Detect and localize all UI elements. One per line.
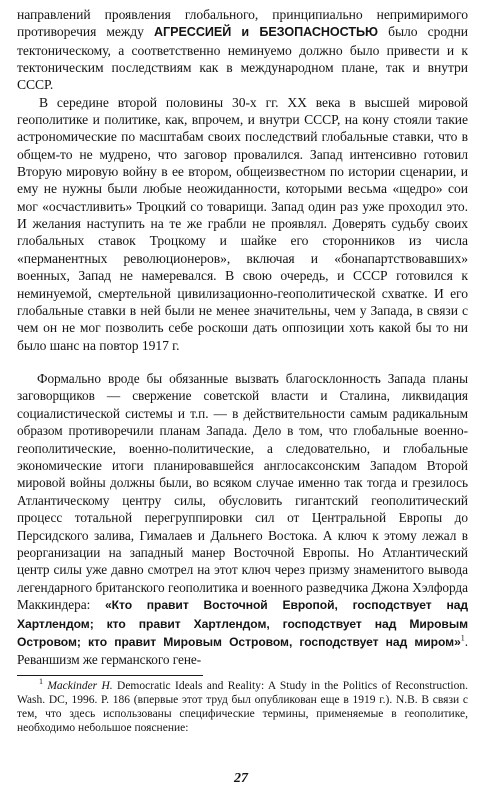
footnote-divider (17, 675, 203, 676)
footnote-reference[interactable]: 1 (460, 633, 465, 643)
footnote-marker: 1 (39, 676, 43, 686)
paragraph (17, 370, 468, 669)
paragraph-continuation (17, 6, 468, 94)
emphasis-text: АГРЕССИЕЙ и БЕЗОПАСНОСТЬЮ (153, 25, 378, 40)
footnote-author: Mackinder H. (47, 679, 113, 692)
mackinder-quote: «Кто правит Восточной Европой, господствует над Хартлендом; кто правит Хартлендом, господствует над Мировым Островом; кто правит Мировым Островом, господствует над миром» (17, 598, 469, 649)
paragraph-text: Формально вроде бы обязанные вызвать благосклонность Запада планы заговорщиков — свержение советской власти и Сталина, ликвидация социалистической системы и т.п. — в действительности самым радикальным образом противоречили планам Запада. Дело в том, что глобальные военно-геополитические, военно-политические, а следовательно, и глобальные экономические итоги планировавшейся англосаксонским Западом Второй мировой войны должны были, во всяком случае именно так тогда и грезилось Атлантическому центру силы, обусловить гигантский геополитический процесс тотальной перегруппировки сил от Центральной Европы до Персидского залива, Гималаев и Дальнего Востока. А ключ к этому лежал в реорганизации на западный манер Восточной Европы. Но Атлантический центр силы уже давно смотрел на этот ключ через призму знаменитого вывода легендарного британского геополитика и военного разведчика Джона Хэлфорда Маккиндера: (17, 370, 468, 613)
paragraph-text: направлений проявления глобального, принципиально непримиримого противоречия между (17, 7, 468, 40)
footnote-text: Democratic Ideals and Reality: A Study in the Politics of Reconstruction. Wash. DC, 1996. P. 186 (впервые этот труд был опубликован еще в 1919 г.). N.B. В связи с тем, что здесь использованы специфические термины, применяемые в геополитике, необходимо небольшое пояснение: (17, 679, 468, 735)
paragraph-text: было сродни тектоническому, а соответственно неминуемо должно было привести и к тектоническим последствиям как в международном плане, так и внутри СССР. (17, 24, 468, 93)
paragraph-text: . Реваншизм же германского гене- (17, 633, 468, 668)
paragraph: В середине второй половины 30-х гг. XX века в высшей мировой геополитике и политике, как, впрочем, и внутри СССР, на кону стояли такие астрономические по масштабам своих последствий глобальные ставки, что в общем-то не мудрено, что заговор провалился. Запад интенсивно готовил Вторую мировую войну в ее втором, общеизвестном по истории сценарии, и ему не нужны были любые неожиданности, которыми весьма «щедро» сои мог «осчастливить» Троцкий со товарищи. Запад один раз уже проходил это. И желания наступить на те же грабли не проявлял. Доверять судьбу своих глобальных ставок Троцкому и шайке его сторонников из числа «перманентных революционеров», включая и «бонапартствовавших» военных, Запад не намеревался. В свою очередь, и СССР готовился к неминуемой, смертельной цивилизационно-геополитической схватке. И его глобальные ставки в ней были не менее значительны, чем у Запада, в связи с чем он не мог позволить себе роскоши дать оппозиции хоть какой бы то ни было шанс на повтор 1917 г. (17, 94, 468, 353)
footnote (17, 676, 468, 736)
page-number: 27 (234, 771, 248, 786)
